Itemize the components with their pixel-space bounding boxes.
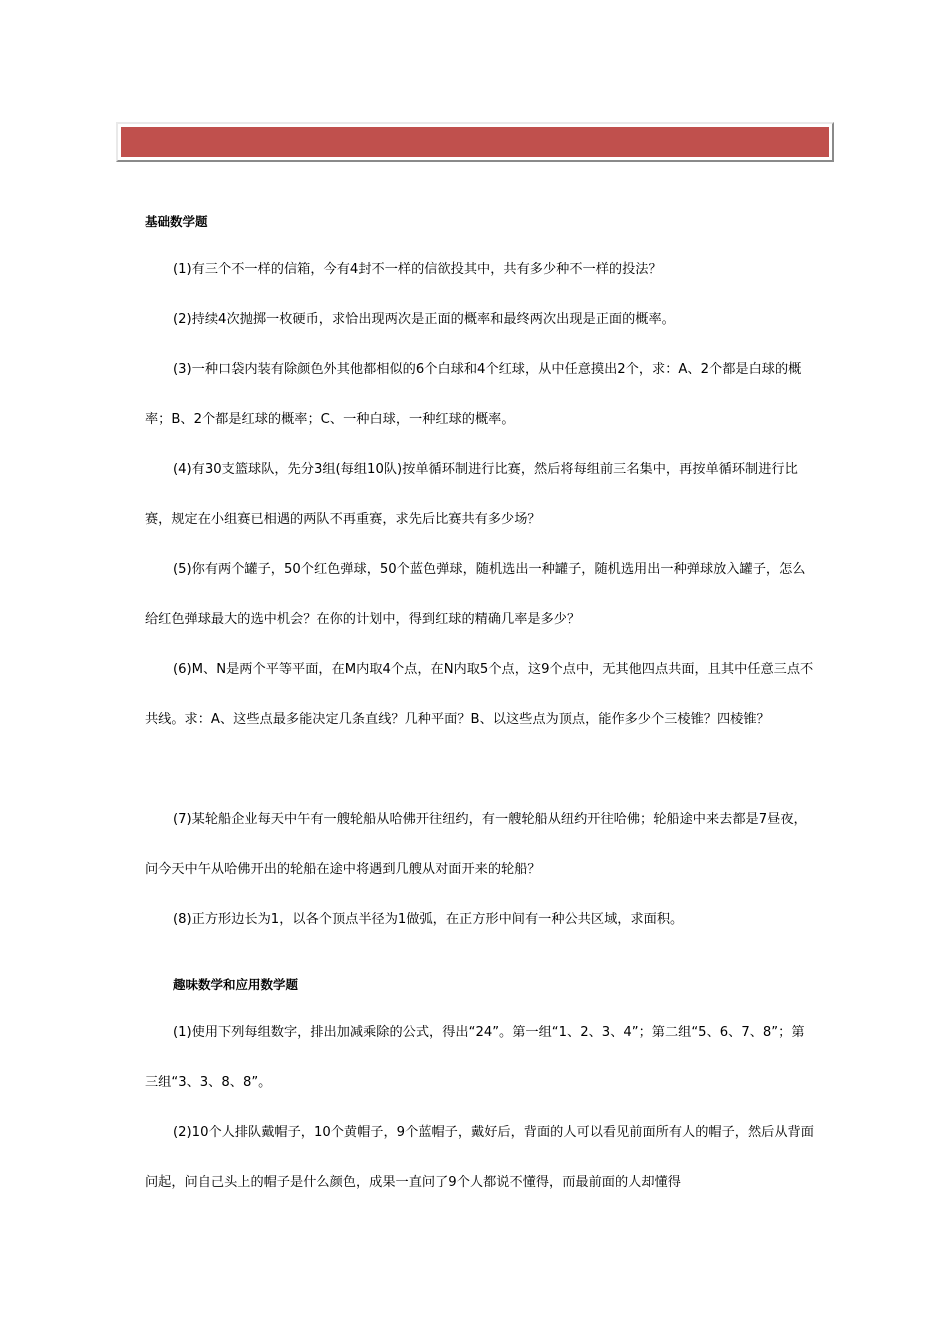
question-1-4: (4)有30支篮球队，先分3组(每组10队)按单循环制进行比赛，然后将每组前三名集中，再按单循环制进行比赛，规定在小组赛已相遇的两队不再重赛，求先后比赛共有多少场？ [145,462,798,527]
question-1-5: (5)你有两个罐子，50个红色弹球，50个蓝色弹球，随机选出一种罐子，随机选用出一种弹球放入罐子，怎么给红色弹球最大的选中机会？在你的计划中，得到红球的精确几率是多少？ [145,562,806,627]
question-1-3: (3)一种口袋内装有除颜色外其他都相似的6个白球和4个红球，从中任意摸出2个，求：A、2个都是白球的概率；B、2个都是红球的概率；C、一种白球，一种红球的概率。 [145,362,802,427]
question-1-6: (6)M、N是两个平等平面，在M内取4个点，在N内取5个点，这9个点中，无其他四点共面，且其中任意三点不共线。求：A、这些点最多能决定几条直线？几种平面？B、以这些点为顶点，能作多少个三棱锥？四棱锥？ [145,662,814,727]
question-2-2: (2)10个人排队戴帽子，10个黄帽子，9个蓝帽子，戴好后，背面的人可以看见前面所有人的帽子，然后从背面问起，问自己头上的帽子是什么颜色，成果一直问了9个人都说不懂得，而最前面的人却懂得 [145,1125,814,1190]
header-banner-fill [121,127,829,157]
question-1-8: (8)正方形边长为1，以各个顶点半径为1做弧，在正方形中间有一种公共区域，求面积。 [173,912,684,927]
question-1-7: (7)某轮船企业每天中午有一艘轮船从哈佛开往纽约，有一艘轮船从纽约开往哈佛；轮船途中来去都是7昼夜，问今天中午从哈佛开出的轮船在途中将遇到几艘从对面开来的轮船？ [145,812,807,877]
question-1-1: (1)有三个不一样的信箱，今有4封不一样的信欲投其中，共有多少种不一样的投法？ [173,262,662,277]
section-title-basic-math: 基础数学题 [145,214,208,229]
question-1-2: (2)持续4次抛掷一枚硬币，求恰出现两次是正面的概率和最终两次出现是正面的概率。 [173,312,675,327]
header-banner [116,122,834,162]
question-2-1: (1)使用下列每组数字，排出加减乘除的公式，得出“24”。第一组“1、2、3、4”；第二组“5、6、7、8”；第三组“3、3、8、8”。 [145,1025,805,1090]
section-title-fun-math: 趣味数学和应用数学题 [173,977,299,992]
